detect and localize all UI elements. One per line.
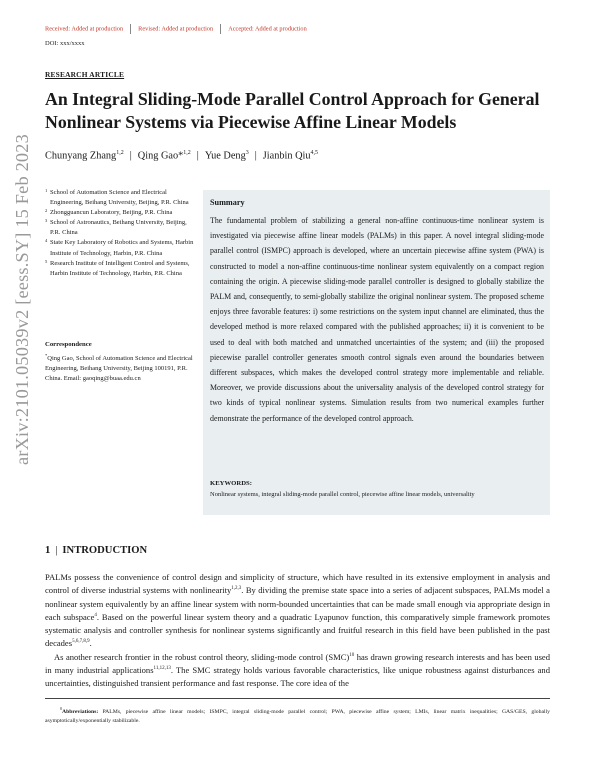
separator: | <box>129 150 132 162</box>
footnote <box>45 704 550 726</box>
doi: DOI: xxx/xxxx <box>45 40 85 47</box>
footnote-mark: 0 <box>60 706 62 711</box>
footnote-label: Abbreviations: <box>62 708 99 715</box>
citation: 5,6,7,8,9 <box>72 639 90 645</box>
affiliation-text: Zhongguancun Laboratory, Beijing, P.R. China <box>50 209 173 217</box>
section-heading <box>45 545 147 556</box>
correspondence-heading: Correspondence <box>45 341 92 348</box>
author-affil: 1,2 <box>183 150 191 156</box>
citation: 10 <box>349 652 355 658</box>
text: . By dividing the premise state space into a series of adjacent subspaces, PALMs model a nonlinear system equivalently by an affine linear system with norm-bounded uncertainties that can be made small enough via appropriate design in each subspace <box>45 585 550 622</box>
paper-title: An Integral Sliding-Mode Parallel Control Approach for General Nonlinear Systems via Piecewise Affine Linear Models <box>45 89 540 132</box>
asterisk: * <box>45 353 48 358</box>
author: Qing Gao* <box>137 150 184 162</box>
affiliation <box>45 208 195 218</box>
article-type: RESEARCH ARTICLE <box>45 70 125 79</box>
text: . The SMC strategy holds various favorable characteristics, like unique robustness against disturbances and uncertainties, distinguished transient performance and fast response. The core idea of the <box>45 665 550 689</box>
correspondence-text <box>45 351 195 384</box>
affiliations <box>45 188 195 279</box>
revised-date: Revised: Added at production <box>138 25 214 33</box>
text: . Based on the powerful linear system theory and a quadratic Lyapunov function, this comparatively simple framework promotes systematic analysis and controller synthesis for nonlinear systems significantly and fruitful research in this field have been published in the past decades <box>45 611 550 649</box>
received-date: Received: Added at production <box>45 25 124 33</box>
accepted-date: Accepted: Added at production <box>228 25 307 33</box>
affiliation <box>45 188 195 208</box>
citation: 4 <box>94 613 97 619</box>
author: Jianbin Qiu <box>262 150 311 162</box>
affiliation <box>45 238 195 258</box>
correspondence-body: Qing Gao, School of Automation Science and Electrical Engineering, Beihang University, Beijing 100191, P.R. China. Email: gaoqing@buaa.edu.cn <box>45 355 193 383</box>
text: . <box>89 638 92 649</box>
affiliation-text: State Key Laboratory of Robotics and Systems, Harbin Institute of Technology, Harbin, P.R. China <box>50 239 194 257</box>
affiliation-number: 2 <box>45 208 48 214</box>
affiliation-text: School of Automation Science and Electrical Engineering, Beihang University, Beijing, P.R. China <box>50 189 189 207</box>
paragraph <box>45 651 550 691</box>
citation: 11,12,13 <box>153 666 171 672</box>
article-dates <box>45 24 307 34</box>
keywords-heading: KEYWORDS: <box>210 480 252 487</box>
author-affil: 1,2 <box>116 150 124 156</box>
author-affil: 3 <box>245 150 249 156</box>
affiliation-text: Research Institute of Intelligent Control and Systems, Harbin Institute of Technology, Harbin, P.R. China <box>50 259 190 277</box>
affiliation <box>45 218 195 238</box>
paragraph <box>45 571 550 651</box>
section-title: INTRODUCTION <box>62 545 148 556</box>
footnote-rule <box>45 698 550 699</box>
summary-heading: Summary <box>210 198 245 207</box>
intro-body <box>45 571 550 691</box>
summary-text: The fundamental problem of stabilizing a general non-affine continuous-time nonlinear system is investigated via piecewise affine linear models (PALMs) in this paper. A novel integral sliding-mode parallel control (ISMPC) approach is developed, where an uncertain piecewise affine system (PWA) is constructed to model a non-affine continuous-time nonlinear system equivalently on a compact region containing the origin. A piecewise sliding-mode parallel controller is designed to globally stabilize the PALM and, consequently, to semi-globally stabilize the original nonlinear system. The proposed scheme enjoys three favorable features: i) some restrictions on the system input channel are eliminated, thus the developed method is more relaxed compared with the published approaches; ii) it is convenient to be used to deal with both matched and unmatched uncertainties of the system; and (iii) the proposed piecewise parallel controller generates smooth control signals even around the boundaries between different subspaces, which makes the developed control strategy more implementable and reliable. Moreover, we provide discussions about the universality analysis of the developed control strategy for two kinds of typical nonlinear systems. Simulation results from two numerical examples further demonstrate the performance of the developed control approach. <box>210 216 544 423</box>
text: As another research frontier in the robust control theory, sliding-mode control (SMC) <box>54 651 350 662</box>
separator: | <box>254 150 257 162</box>
affiliation-number: 4 <box>45 238 48 244</box>
arxiv-stamp: arXiv:2101.05039v2 [eess.SY] 15 Feb 2023 <box>12 134 32 465</box>
author-list <box>45 150 318 161</box>
affiliation-number: 3 <box>45 218 48 224</box>
section-number: 1 <box>45 545 51 556</box>
text: PALMs possess the convenience of control design and simplicity of structure, which have resulted in its extensive employment in analysis and control of diverse industrial systems with nonlinearity <box>45 572 550 596</box>
separator: | <box>55 545 58 556</box>
author: Yue Deng <box>204 150 246 162</box>
divider <box>130 24 131 34</box>
affiliation-number: 5 <box>45 258 48 264</box>
affiliation-text: School of Astronautics, Beihang University, Beijing, P.R. China <box>50 219 187 237</box>
footnote-text: PALMs, piecewise affine linear models; ISMPC, integral sliding-mode parallel control; PWA, piecewise affine system; LMIs, linear matrix inequalities; GAS/GES, globally asymptotically/exponentially stabilizable. <box>45 708 550 725</box>
separator: | <box>196 150 199 162</box>
author: Chunyang Zhang <box>45 150 117 162</box>
keywords-text: Nonlinear systems, integral sliding-mode parallel control, piecewise affine linear models, universality <box>210 491 475 498</box>
affiliation <box>45 259 195 279</box>
affiliation-number: 1 <box>45 188 48 193</box>
divider <box>220 24 221 34</box>
author-affil: 4,5 <box>310 150 319 156</box>
citation: 1,2,3 <box>231 586 242 592</box>
text: has drawn growing research interests and has been used in many industrial applications <box>45 651 550 676</box>
